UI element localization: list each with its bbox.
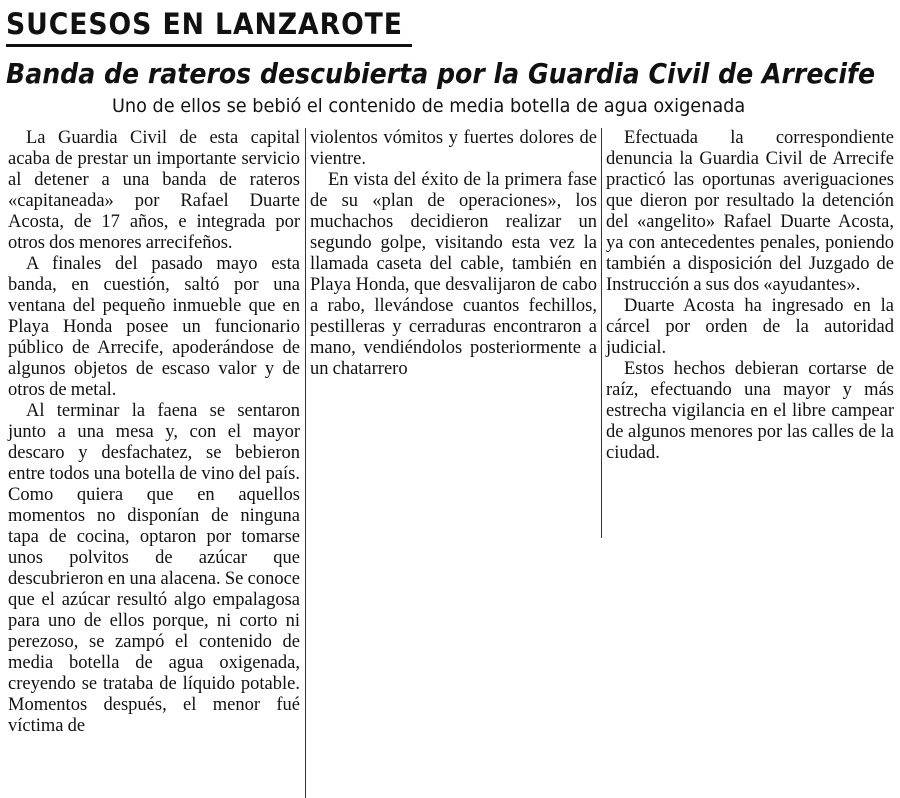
article-column-2 (310, 128, 597, 380)
paragraph: La Guardia Civil de esta capital acaba de prestar un importante servicio al detener a una banda de rateros «capitaneada» por Rafael Duarte Acosta, de 17 años, e integrada por otros dos menores arrecifeños. (8, 128, 300, 253)
article-headline: Banda de rateros descubierta por la Guardia Civil de Arrecife (6, 57, 876, 90)
paragraph: Duarte Acosta ha ingresado en la cárcel por orden de la autoridad judicial. (606, 296, 894, 358)
paragraph: Al terminar la faena se sentaron junto a una mesa y, con el mayor descaro y desfachatez, se bebieron entre todos una botella de vino del país. Como quiera que en aquellos momentos no disponían de ninguna tapa de cocina, optaron por tomarse unos polvitos de azúcar que descubrieron en una alacena. Se conoce que el azúcar resultó algo empalagosa para uno de ellos porque, ni corto ni perezoso, se zampó el contenido de media botella de agua oxigenada, creyendo se trataba de líquido potable. Momentos después, el menor fué víctima de (8, 401, 300, 736)
paragraph: En vista del éxito de la primera fase de su «plan de operaciones», los muchachos decidieron realizar un segundo golpe, visitando esta vez la llamada caseta del cable, también en Playa Honda, que desvalijaron de cabo a rabo, llevándose cuantos fechillos, pestilleras y cerraduras encontraron a mano, vendiéndolos posteriormente a un chatarrero (310, 170, 597, 379)
section-header (6, 4, 412, 47)
section-title: SUCESOS EN LANZAROTE (6, 7, 403, 41)
article-subheadline: Uno de ellos se bebió el contenido de media botella de agua oxigenada (112, 95, 746, 117)
paragraph: A finales del pasado mayo esta banda, en cuestión, saltó por una ventana del pequeño inmueble que en Playa Honda posee un funcionario público de Arrecife, apoderándose de algunos objetos de escaso valor y de otros de metal. (8, 254, 300, 400)
paragraph: violentos vómitos y fuertes dolores de vientre. (310, 128, 597, 169)
column-divider (601, 128, 602, 538)
article-column-3 (606, 128, 894, 464)
column-divider (305, 128, 306, 798)
paragraph: Efectuada la correspondiente denuncia la Guardia Civil de Arrecife practicó las oportunas averiguaciones que dieron por resultado la detención del «angelito» Rafael Duarte Acosta, ya con antecedentes penales, poniendo también a disposición del Juzgado de Instrucción a sus dos «ayudantes». (606, 128, 894, 295)
article-column-1 (8, 128, 300, 737)
paragraph: Estos hechos debieran cortarse de raíz, efectuando una mayor y más estrecha vigilancia en el libre campear de algunos menores por las calles de la ciudad. (606, 359, 894, 463)
